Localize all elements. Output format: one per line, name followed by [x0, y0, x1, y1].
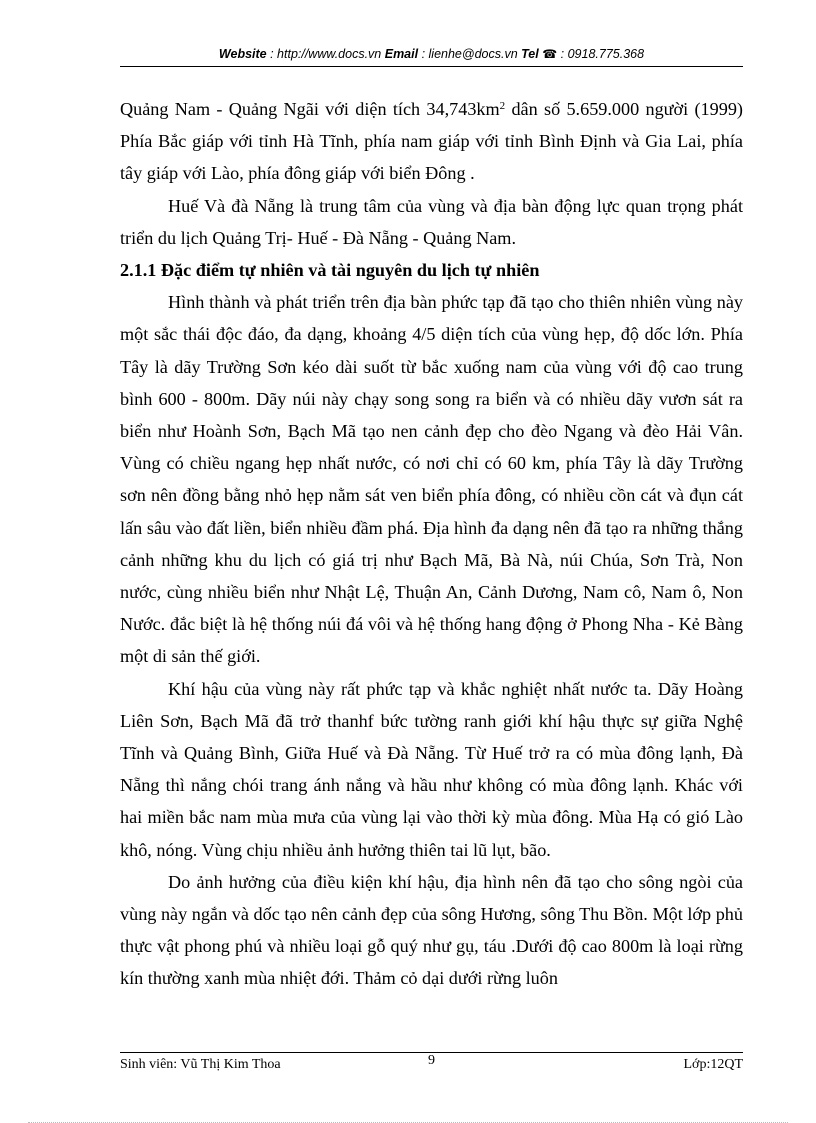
header-divider [120, 66, 743, 67]
footer-class: Lớp:12QT [683, 1057, 743, 1072]
page-footer [120, 1053, 743, 1077]
tel-label: Tel [521, 47, 539, 61]
email-value: : lienhe@docs.vn [418, 47, 522, 61]
paragraph-text: Quảng Nam - Quảng Ngãi với diện tích 34,743km [120, 99, 500, 119]
tel-value: : 0918.775.368 [557, 47, 645, 61]
footer-student: Sinh viên: Vũ Thị Kim Thoa [120, 1057, 281, 1072]
paragraph-text: dân số 5.659.000 người (1999) Phía Bắc giáp với tỉnh Hà Tĩnh, phía nam giáp với tỉnh Bình Định và Gia Lai, phía tây giáp với Lào, phía đông giáp với biển Đông . [120, 99, 743, 184]
page-header [120, 47, 743, 61]
page-number: 9 [428, 1053, 435, 1068]
document-body [120, 93, 743, 995]
website-value: : http://www.docs.vn [266, 47, 385, 61]
section-heading: 2.1.1 Đặc điểm tự nhiên và tài nguyên du lịch tự nhiên [120, 260, 540, 281]
paragraph-hue-danang: Huế Và đà Nẵng là trung tâm của vùng và địa bàn động lực quan trọng phát triển du lịch Quảng Trị- Huế - Đà Nẵng - Quảng Nam. [120, 195, 743, 248]
phone-icon: ☎ [542, 47, 558, 61]
email-label: Email [384, 47, 419, 61]
superscript-2: 2 [499, 100, 506, 112]
paragraph-climate: Khí hậu của vùng này rất phức tạp và khắc nghiệt nhất nước ta. Dãy Hoàng Liên Sơn, Bạch Mã đã trở thanhf bức tường ranh giới khí hậu thực sự giữa Nghệ Tĩnh và Quảng Bình, Giữa Huế và Đà Nẵng. Từ Huế trở ra có mùa đông lạnh, Đà Nẵng thì nắng chói trang ánh nắng và hầu như không có mùa đông lạnh. Khác với hai miền bắc nam mùa mưa của vùng lại vào thời kỳ mùa đông. Mùa Hạ có gió Lào khô, nóng. Vùng chịu nhiều ảnh hưởng thiên tai lũ lụt, bão. [120, 678, 743, 860]
website-label: Website [218, 47, 267, 61]
paragraph-area-population [120, 93, 743, 190]
paragraph-rivers-vegetation: Do ảnh hưởng của điều kiện khí hậu, địa hình nên đã tạo cho sông ngòi của vùng này ngắn và dốc tạo nên cảnh đẹp của sông Hương, sông Thu Bồn. Một lớp phủ thực vật phong phú và nhiều loại gỗ quý như gụ, táu .Dưới độ cao 800m là loại rừng kín thường xanh mùa nhiệt đới. Thảm cỏ dại dưới rừng luôn [120, 871, 743, 989]
paragraph-terrain: Hình thành và phát triển trên địa bàn phức tạp đã tạo cho thiên nhiên vùng này một sắc thái độc đáo, đa dạng, khoảng 4/5 diện tích của vùng hẹp, độ dốc lớn. Phía Tây là dãy Trường Sơn kéo dài suốt từ bắc xuống nam của vùng với độ cao trung bình 600 - 800m. Dãy núi này chạy song song ra biển và có nhiều dãy vươn sát ra biển như Hoành Sơn, Bạch Mã tạo nen cảnh đẹp cho đèo Ngang và đèo Hải Vân. Vùng có chiều ngang hẹp nhất nước, có nơi chỉ có 60 km, phía Tây là dãy Trường sơn nên đồng bằng nhỏ hẹp nằm sát ven biển phía đông, có nhiều cồn cát và đụn cát lấn sâu vào đất liền, biển nhiều đầm phá. Địa hình đa dạng nên đã tạo ra những thắng cảnh những khu du lịch có giá trị như Bạch Mã, Bà Nà, núi Chúa, Sơn Trà, Non nước, cùng nhiều biển như Nhật Lệ, Thuận An, Cảnh Dương, Nam cô, Nam ô, Non Nước. đắc biệt là hệ thống núi đá vôi và hệ thống hang động ở Phong Nha - Kẻ Bàng một di sản thế giới. [120, 292, 743, 667]
